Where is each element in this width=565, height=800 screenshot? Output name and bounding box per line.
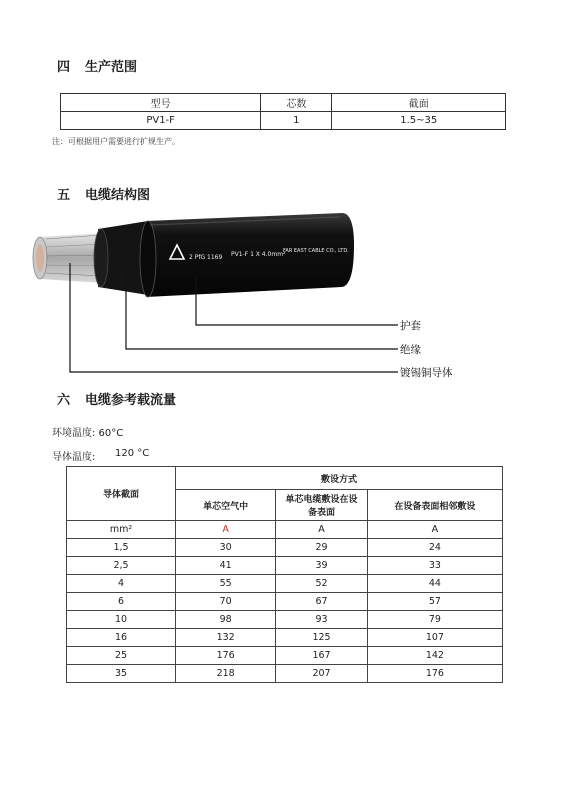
cell-surface: 39 (276, 557, 368, 575)
cell-air: 218 (176, 665, 276, 683)
header-laying-method: 敷设方式 (176, 467, 503, 490)
cell-adjacent: 79 (367, 611, 502, 629)
production-range-table (60, 93, 506, 130)
ambient-temperature: 环境温度: 60°C (52, 428, 124, 439)
cell-adjacent: 57 (367, 593, 502, 611)
header-model: 型号 (61, 94, 261, 112)
cell-air: 132 (176, 629, 276, 647)
table-row (67, 539, 503, 557)
cell-air: 176 (176, 647, 276, 665)
section6-heading (57, 389, 176, 408)
cell-adjacent: 142 (367, 647, 502, 665)
conductor-strands (33, 233, 104, 283)
unit-a-1: A (176, 521, 276, 539)
cell-section: 6 (67, 593, 176, 611)
label-insulation: 绝缘 (400, 344, 421, 356)
cell-surface: 93 (276, 611, 368, 629)
unit-row (67, 521, 503, 539)
cell-air: 98 (176, 611, 276, 629)
table-header-row (61, 94, 506, 112)
unit-a-3: A (367, 521, 502, 539)
conductor-temperature-value: 120 °C (115, 448, 150, 459)
cell-section: 1.5~35 (332, 112, 506, 130)
label-conductor: 镀锡铜导体 (400, 367, 453, 379)
table-row (67, 611, 503, 629)
cell-model: PV1-F (61, 112, 261, 130)
cell-surface: 52 (276, 575, 368, 593)
table-row (67, 593, 503, 611)
cell-air: 41 (176, 557, 276, 575)
table-row (67, 629, 503, 647)
header-section: 截面 (332, 94, 506, 112)
cell-surface: 207 (276, 665, 368, 683)
cell-section: 16 (67, 629, 176, 647)
table-row (67, 647, 503, 665)
print-maker: FAR EAST CABLE CO., LTD. (283, 248, 349, 254)
header-conductor-section: 导体截面 (67, 467, 176, 521)
cell-surface: 167 (276, 647, 368, 665)
print-mark: 2 PfG 1169 (189, 254, 223, 261)
production-note: 注：可根据用户需要进行扩规生产。 (52, 137, 180, 146)
cell-section: 1,5 (67, 539, 176, 557)
label-jacket: 护套 (400, 320, 421, 332)
cell-surface: 125 (276, 629, 368, 647)
cell-cores: 1 (261, 112, 332, 130)
cable-structure-diagram (0, 205, 565, 385)
cell-air: 30 (176, 539, 276, 557)
conductor-temperature-label: 导体温度: (52, 452, 96, 463)
header-single-surface: 单芯电缆敷设在设备表面 (276, 490, 368, 521)
current-rating-table (66, 466, 503, 683)
cell-section: 4 (67, 575, 176, 593)
cell-section: 25 (67, 647, 176, 665)
print-model: PV1-F 1 X 4.0mm² (231, 251, 286, 258)
cell-air: 70 (176, 593, 276, 611)
section5-title: 电缆结构图 (85, 188, 151, 203)
section4-heading (57, 56, 137, 75)
cell-adjacent: 24 (367, 539, 502, 557)
cell-surface: 29 (276, 539, 368, 557)
table-row (61, 112, 506, 130)
header-single-air: 单芯空气中 (176, 490, 276, 521)
section6-title: 电缆参考载流量 (85, 393, 177, 408)
table-row (67, 575, 503, 593)
cell-adjacent: 107 (367, 629, 502, 647)
cell-adjacent: 33 (367, 557, 502, 575)
cell-section: 2,5 (67, 557, 176, 575)
cell-section: 10 (67, 611, 176, 629)
unit-a-2: A (276, 521, 368, 539)
cell-adjacent: 44 (367, 575, 502, 593)
cell-adjacent: 176 (367, 665, 502, 683)
section4-title: 生产范围 (85, 60, 138, 75)
section6-number: 六 (57, 393, 71, 408)
header-cores: 芯数 (261, 94, 332, 112)
cell-air: 55 (176, 575, 276, 593)
cell-surface: 67 (276, 593, 368, 611)
section5-number: 五 (57, 188, 71, 203)
table-row (67, 557, 503, 575)
group-header-row (67, 467, 503, 490)
section5-heading (57, 184, 150, 203)
section4-number: 四 (57, 60, 71, 75)
header-adjacent-surface: 在设备表面相邻敷设 (367, 490, 502, 521)
unit-mm2: mm² (67, 521, 176, 539)
table-row (67, 665, 503, 683)
cell-section: 35 (67, 665, 176, 683)
